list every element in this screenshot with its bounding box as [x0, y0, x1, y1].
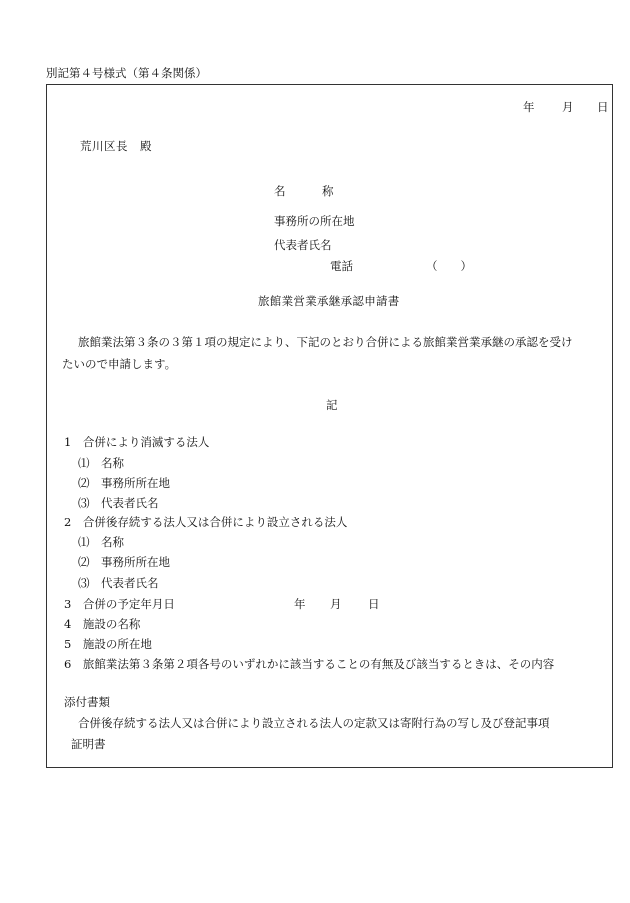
merge-date-month-label: 月 [330, 597, 342, 611]
applicant-representative-label: 代表者氏名 [274, 238, 332, 252]
applicant-phone-label: 電話 [330, 259, 353, 273]
addressee: 荒川区長 殿 [80, 139, 152, 153]
merge-date-day-label: 日 [368, 597, 380, 611]
attachments-heading: 添付書類 [64, 695, 110, 709]
list-item: ⑵ 事務所所在地 [78, 555, 170, 569]
list-item: 6 旅館業法第３条第２項各号のいずれかに該当することの有無及び該当するときは、その内容 [64, 657, 555, 671]
merge-date-year-label: 年 [294, 597, 306, 611]
applicant-name-label-b: 称 [322, 184, 334, 198]
list-item: ⑶ 代表者氏名 [78, 496, 159, 510]
list-item: 4 施設の名称 [64, 617, 141, 631]
attachments-line-1: 合併後存続する法人又は合併により設立される法人の定款又は寄附行為の写し及び登記事項 [78, 716, 550, 730]
applicant-name-label [274, 186, 334, 198]
list-item: 2 合併後存続する法人又は合併により設立される法人 [64, 515, 348, 529]
date-day-label: 日 [597, 100, 609, 114]
list-item: ⑶ 代表者氏名 [78, 576, 159, 590]
applicant-phone-parentheses: （ ） [426, 259, 472, 273]
list-item: 1 合併により消滅する法人 [64, 435, 210, 449]
body-text-line-1: 旅館業法第３条の３第１項の規定により、下記のとおり合併による旅館業営業承継の承認を受け [78, 335, 573, 349]
form-label: 別記第４号様式（第４条関係） [46, 66, 207, 80]
list-item: ⑴ 名称 [78, 456, 124, 470]
body-text-line-2: たいので申請します。 [62, 357, 177, 371]
list-item: 5 施設の所在地 [64, 637, 152, 651]
date-year-label: 年 [523, 100, 535, 114]
list-item: ⑵ 事務所所在地 [78, 476, 170, 490]
list-item: ⑴ 名称 [78, 535, 124, 549]
date-month-label: 月 [562, 100, 574, 114]
attachments-line-2: 証明書 [71, 737, 106, 751]
ki-heading: 記 [326, 398, 338, 412]
list-item: 3 合併の予定年月日 [64, 597, 175, 611]
document-title: 旅館業営業承継承認申請書 [258, 294, 400, 308]
applicant-office-label: 事務所の所在地 [274, 214, 355, 228]
applicant-name-label-a: 名 [274, 184, 286, 198]
